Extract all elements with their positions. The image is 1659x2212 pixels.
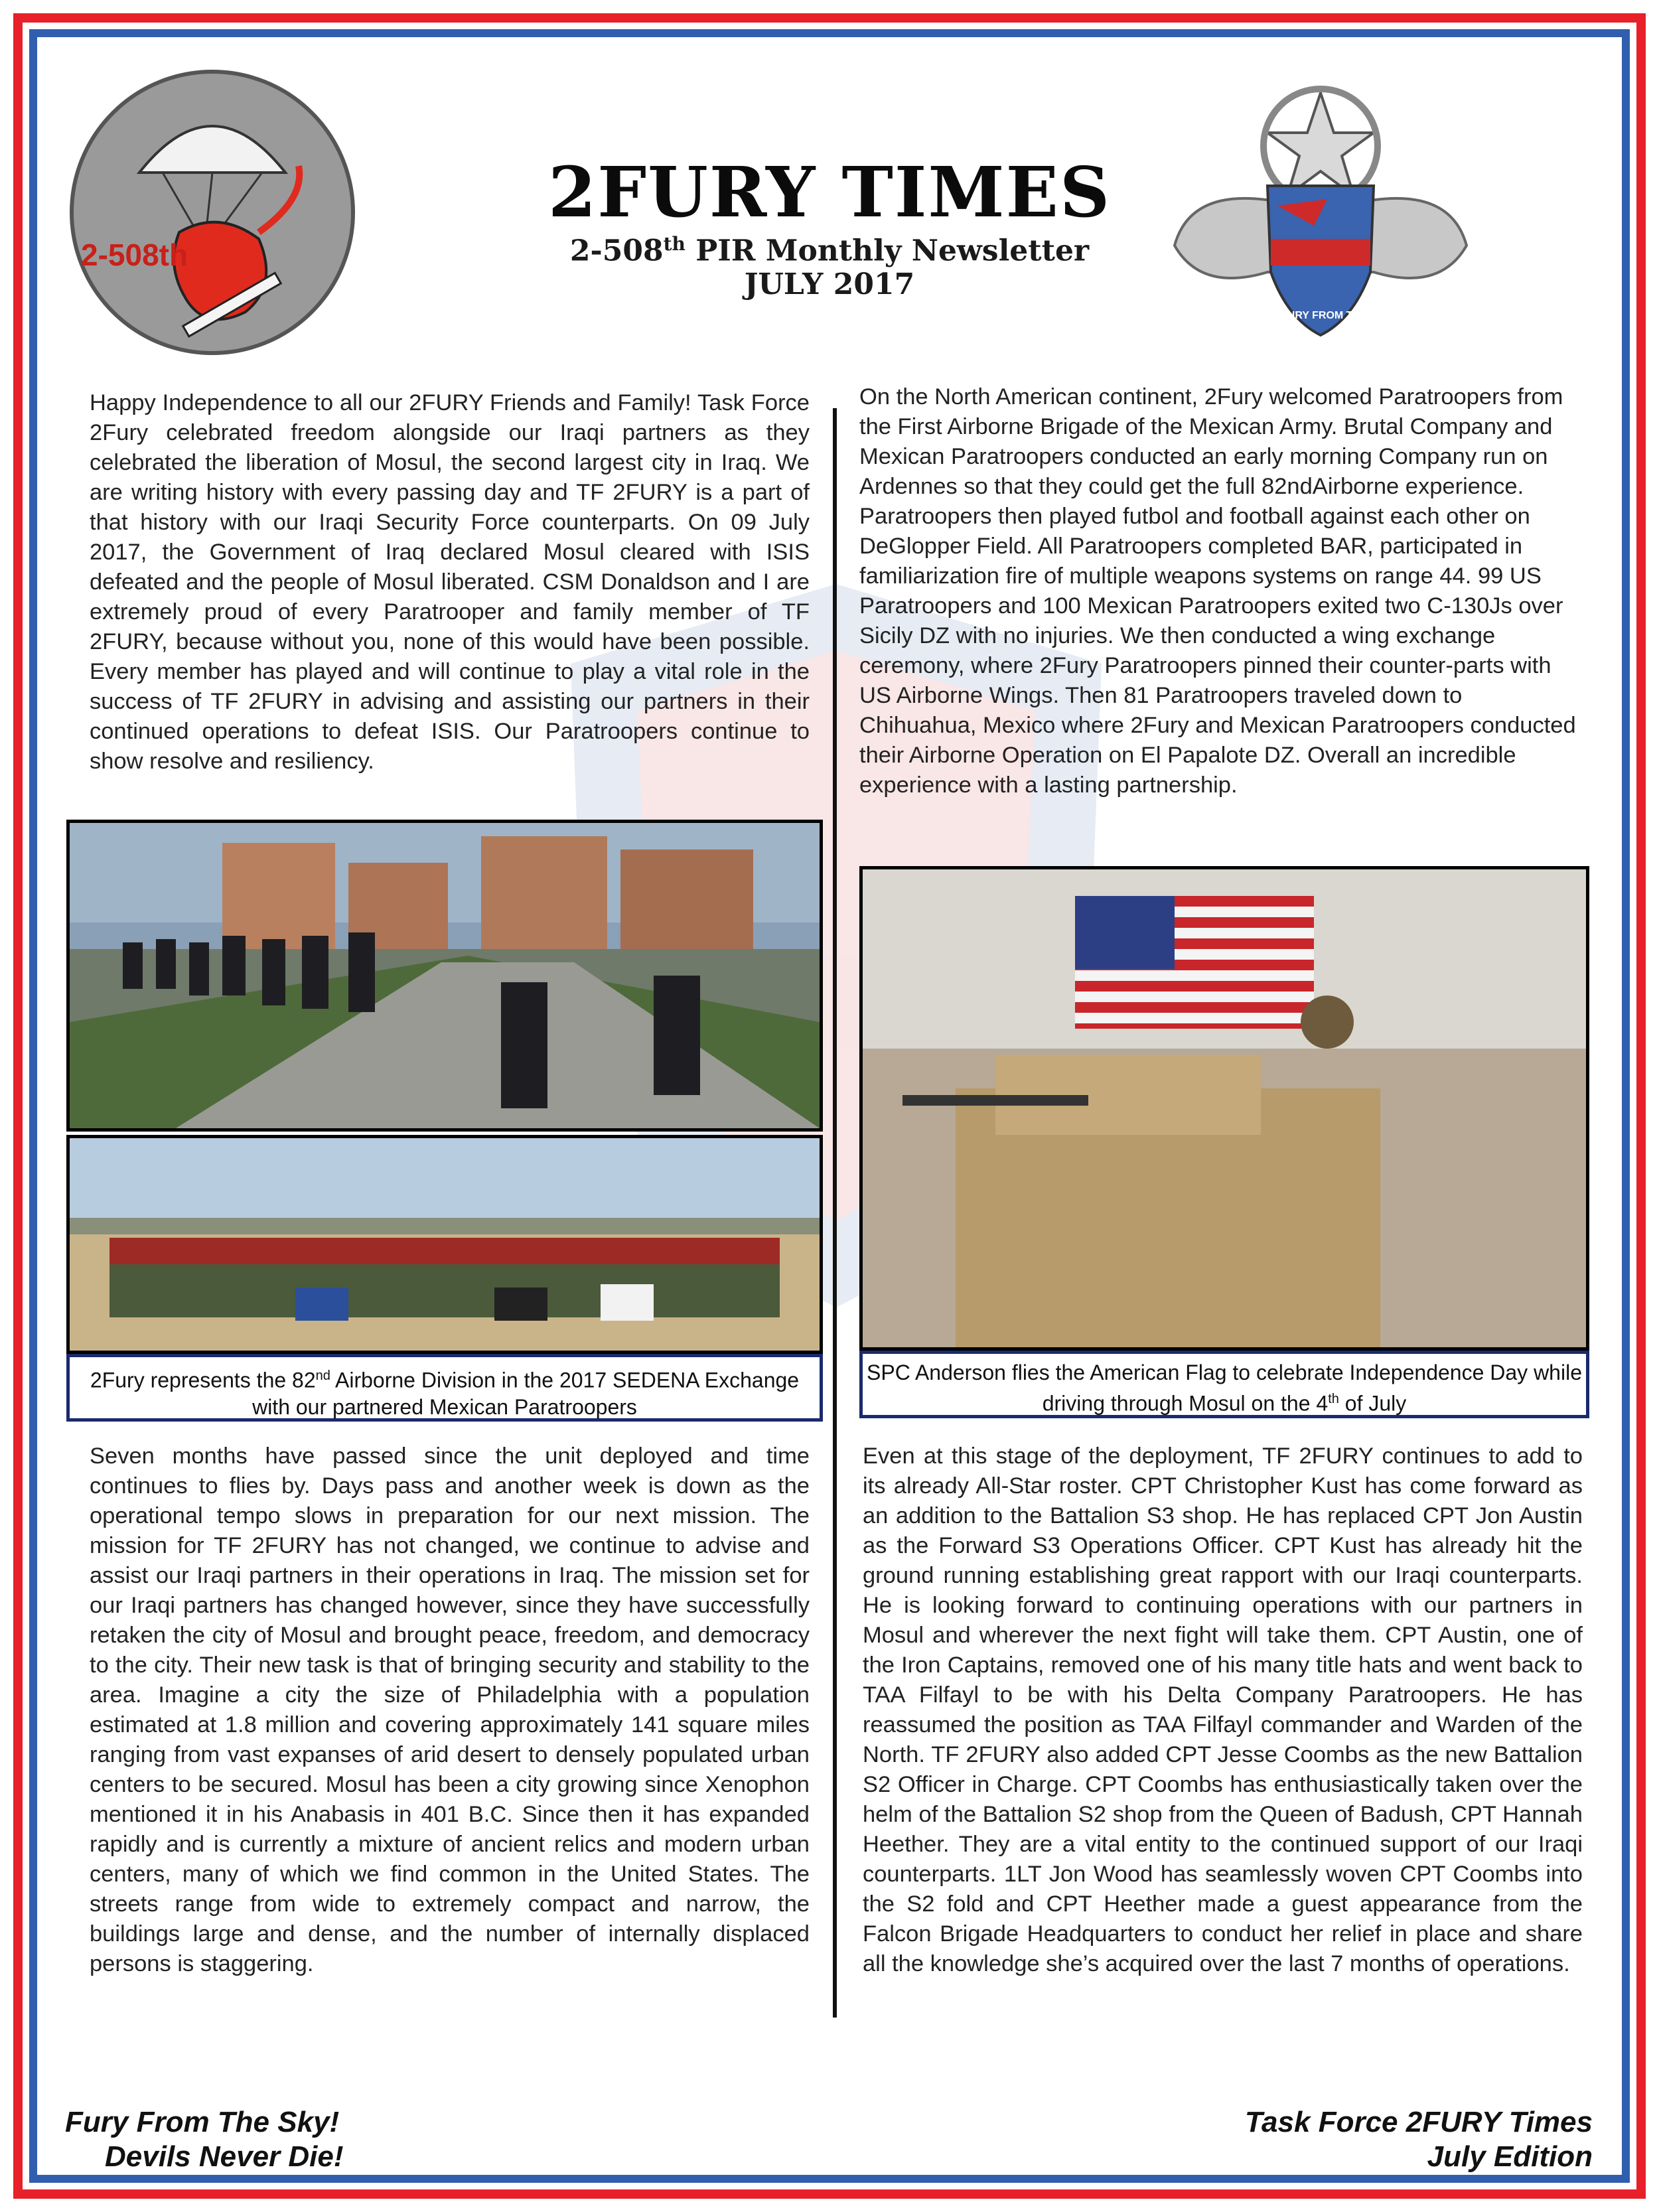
- caption-left-sup: nd: [315, 1368, 330, 1383]
- article-mexico-exchange: On the North American continent, 2Fury welcomed Paratroopers from the First Airborne Brigade of the Mexican Army. Brutal Company and Mexican Paratroopers conducted an early morning Company run on Ardennes so that they could get the full 82ndAirborne experience. Paratroopers then played futbol and football against each other on DeGlopper Field. All Paratroopers completed BAR, participated in familiarization fire of multiple weapons systems on range 44. 99 US Paratroopers and 100 Mexican Paratroopers exited two C-130Js over Sicily DZ with no injuries. We then conducted a wing exchange ceremony, where 2Fury Paratroopers pinned their counter-parts with US Airborne Wings. Then 81 Paratroopers traveled down to Chihuahua, Mexico where 2Fury and Mexican Paratroopers conducted their Airborne Operation on El Papalote DZ. Overall an incredible experience with a lasting partnership.: [859, 384, 1576, 798]
- newsletter-subtitle: [478, 234, 1181, 268]
- badge-motto: FURY FROM THE SKY: [1281, 310, 1393, 321]
- newsletter-title: 2FURY TIMES: [547, 151, 1112, 233]
- article-intro: Happy Independence to all our 2FURY Friends and Family! Task Force 2Fury celebrated freedom alongside our Iraqi partners as they celebrated the liberation of Mosul, the second largest city in Iraq. We are writing history with every passing day and TF 2FURY is a part of that history with our Iraqi Security Force counterparts. On 09 July 2017, the Government of Iraq declared Mosul cleared with ISIS defeated and the people of Mosul liberated. CSM Donaldson and I are extremely proud of every Paratrooper and family member of TF 2FURY, because without you, none of this would have been possible. Every member has played and will continue to play a vital role in the success of TF 2FURY in advising and assisting our partners in their continued operations to defeat ISIS. Our Paratroopers continue to show resolve and resiliency.: [90, 390, 810, 774]
- issue-date: JULY 2017: [744, 267, 915, 302]
- photo-company-run: [66, 820, 823, 1132]
- master-parachutist-badge: [1155, 73, 1486, 365]
- article-mission: Seven months have passed since the unit deployed and time continues to flies by. Days pass and another week is down as the operational tempo slows in preparation for our next mission. The mission for TF 2FURY has not changed, we continue to advise and assist our Iraqi partners in their operations in Iraq. The mission set for our Iraqi partners has changed however, since they have successfully retaken the city of Mosul and brought peace, freedom, and democracy to the city. Their new task is that of bringing security and stability to the area. Imagine a city the size of Philadelphia with a population estimated at 1.8 million and covering approximately 141 square miles ranging from vast expanses of arid desert to densely populated urban centers to be secured. Mosul has been a city growing since Xenophon mentioned it in his Anabasis in 401 B.C. Since then it has expanded rapidly and is currently a mixture of ancient relics and modern urban centers, many of which we find common in the United States. The streets range from wide to extremely compact and narrow, the buildings large and dense, and the number of internally displaced persons is staggering.: [90, 1443, 810, 1976]
- footer-motto-line1: Fury From The Sky!: [65, 2106, 340, 2138]
- unit-patch-logo: [66, 66, 358, 358]
- footer-motto-line2: Devils Never Die!: [105, 2140, 344, 2173]
- caption-left-text-b: Airborne Division in the 2017 SEDENA Exchange with our partnered Mexican Paratroopers: [252, 1368, 800, 1419]
- subtitle-rest: PIR Monthly Newsletter: [685, 234, 1090, 268]
- caption-right-text-b: of July: [1338, 1391, 1407, 1416]
- caption-sedena-photos: [66, 1354, 823, 1422]
- caption-right-text-a: SPC Anderson flies the American Flag to celebrate Independence Day while driving through Mosul on the 4: [867, 1361, 1582, 1416]
- subtitle-ordinal: th: [663, 233, 685, 256]
- subtitle-unit: 2-508: [569, 234, 664, 268]
- footer-edition-line2: July Edition: [1427, 2140, 1593, 2173]
- footer-edition-line1: Task Force 2FURY Times: [1244, 2106, 1593, 2138]
- article-roster: Even at this stage of the deployment, TF 2FURY continues to add to its already All-Star roster. CPT Christopher Kust has come forward as an addition to the Battalion S3 shop. He has replaced CPT Jon Austin as the Forward S3 Operations Officer. CPT Kust has already hit the ground running establishing great rapport with our Iraqi counterparts. He is looking forward to continuing operations with our partners in Mosul and wherever the next fight will take them. CPT Austin, one of the Iron Captains, removed one of his many title hats and went back to TAA Filfayl to be with his Delta Company Paratroopers. He has reassumed the position as TAA Filfayl commander and Warden of the North. TF 2FURY also added CPT Jesse Coombs as the new Battalion S2 Officer in Charge. CPT Coombs has enthusiastically taken over the helm of the Battalion S2 shop from the Queen of Badush, CPT Hannah Heether. They are a vital entity to the continued support of our Iraqi counterparts. 1LT Jon Wood has seamlessly woven CPT Coombs into the S2 fold and CPT Heether made a guest appearance from the Falcon Brigade Headquarters to conduct her relief in place and share all the knowledge she’s acquired over the last 7 months of operations.: [863, 1443, 1583, 1976]
- footer-edition: [1128, 2105, 1593, 2174]
- caption-right-sup: th: [1328, 1392, 1339, 1406]
- column-divider: [833, 408, 837, 2018]
- photo-flag-vehicle: [859, 866, 1589, 1351]
- photo-sedena-group: [66, 1135, 823, 1354]
- masthead: [478, 151, 1181, 302]
- caption-left-text-a: 2Fury represents the 82: [90, 1368, 316, 1392]
- footer-motto: [65, 2105, 344, 2174]
- caption-flag-photo: [859, 1351, 1589, 1418]
- patch-label: 2-508th: [81, 238, 188, 272]
